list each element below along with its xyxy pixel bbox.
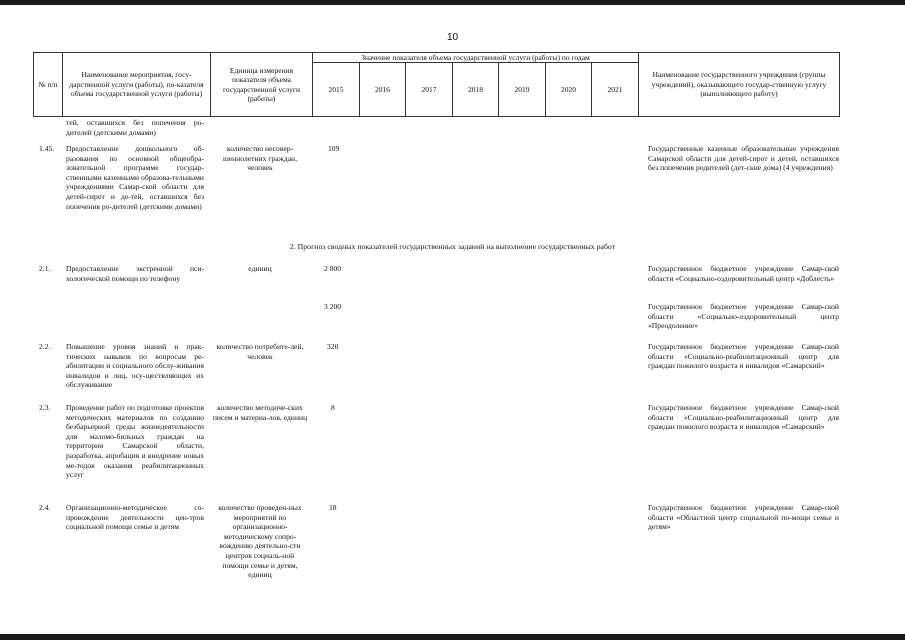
header-name: Наименование мероприятия, госу-дарственной услуги (работы), по-казателя объема государственной услуги (работы) xyxy=(63,53,211,117)
row-value-2015: 320 xyxy=(327,342,339,351)
row-unit: единиц xyxy=(248,264,272,273)
row-value-2015: 8 xyxy=(331,403,335,412)
row-name: Предоставление дошкольного об-разования по основной общеобра-зовательной программе государ-ственными казенными образова-тельными учреждениями Самар-ской области для детей-сирот и де-тей, оставшихся без попечения ро-дителей (детскими домами) xyxy=(66,144,204,211)
header-unit: Единица измерения показателя объема государственной услуги (работы) xyxy=(211,53,313,117)
header-year-2017: 2017 xyxy=(406,63,453,117)
row-number: 2.1. xyxy=(39,264,51,273)
row-institution: Государственное бюджетное учреждение Самар-ской области «Социально-оздоровительный центр «Доблесть» xyxy=(648,264,839,283)
continuation-text: тей, оставшихся без попечения ро-дителей (детскими домами) xyxy=(66,118,204,137)
row-number: 2.3. xyxy=(39,403,51,412)
row-value-2015: 2 800 xyxy=(324,264,342,273)
header-institution: Наименование государственного учреждения (группы учреждений), оказывающего государ-ственную услугу (выполняющего работу) xyxy=(639,53,840,117)
row-name: Проведение работ по подготовке проектов методических материалов по созданию безбарьерной среды жизнедеятельности для маломо-бильных граждан на территории Самарской области, разработка, апробация и внедрение новых ме-тодов оказания реабилитационных услуг xyxy=(66,403,204,480)
table-header xyxy=(33,52,840,117)
row-value-2015: 109 xyxy=(328,144,340,153)
row-number: 2.2. xyxy=(39,342,51,351)
bottom-border-bar xyxy=(0,634,905,640)
row-unit: количество несовер-шеннолетних граждан, человек xyxy=(222,144,298,173)
row-institution: Государственное бюджетное учреждение Самар-ской области «Областной центр социальной по-мощи семье и детям» xyxy=(648,503,839,532)
row-institution: Государственное бюджетное учреждение Самар-ской области «Социально-реабилитационный центр для граждан пожилого возраста и инвалидов «Самарский» xyxy=(648,342,839,371)
page-number: 10 xyxy=(446,32,459,43)
top-border-bar xyxy=(0,0,905,5)
header-year-2015: 2015 xyxy=(313,63,360,117)
header-year-2016: 2016 xyxy=(360,63,406,117)
row-name: Организационно-методическое со-провождение деятельности цен-тров социальной помощи семье и детям xyxy=(66,503,204,532)
header-year-2020: 2020 xyxy=(546,63,592,117)
row-institution: Государственное бюджетное учреждение Самар-ской области «Социально-оздоровительный центр «Преодоление» xyxy=(648,302,839,331)
row-institution: Государственное бюджетное учреждение Самар-ской области «Социально-реабилитационный центр для граждан пожилого возраста и инвалидов «Самарский» xyxy=(648,403,839,432)
header-year-2018: 2018 xyxy=(453,63,499,117)
row-value-2015: 18 xyxy=(329,503,337,512)
header-years-caption: Значение показателя объема государственной услуги (работы) по годам xyxy=(313,53,639,63)
row-institution: Государственные казенные образовательные учреждения Самарской области для детей-сирот и детей, оставшихся без попечения родителей (дет-ские дома) (4 учреждения) xyxy=(648,144,839,173)
row-unit: количество методиче-ских писем и материа-лов, единиц xyxy=(212,403,308,422)
section-2-title: 2. Прогноз сводных показателей государственных заданий на выполнение государственных работ xyxy=(289,242,616,251)
row-value-2015: 3 200 xyxy=(324,302,342,311)
row-name: Повышение уровня знаний и прак-тических навыков по вопросам ре-абилитации и социального обслу-живания инвалидов и лиц, осу-ществляющих их обслуживание xyxy=(66,342,204,390)
header-num: № п/п xyxy=(34,53,63,117)
row-number: 2.4. xyxy=(39,503,51,512)
header-year-2021: 2021 xyxy=(592,63,639,117)
row-unit: количество проведен-ных мероприятий по организационно-методическому сопро-вождению деятельно-сти центров социаль-ной помощи семье и детям, единиц xyxy=(218,503,302,580)
row-unit: количество потребите-лей, человек xyxy=(216,342,304,361)
header-year-2019: 2019 xyxy=(499,63,546,117)
row-name: Предоставление экстренной пси-хологической помощи по телефону xyxy=(66,264,204,283)
row-number: 1.45. xyxy=(39,144,55,153)
